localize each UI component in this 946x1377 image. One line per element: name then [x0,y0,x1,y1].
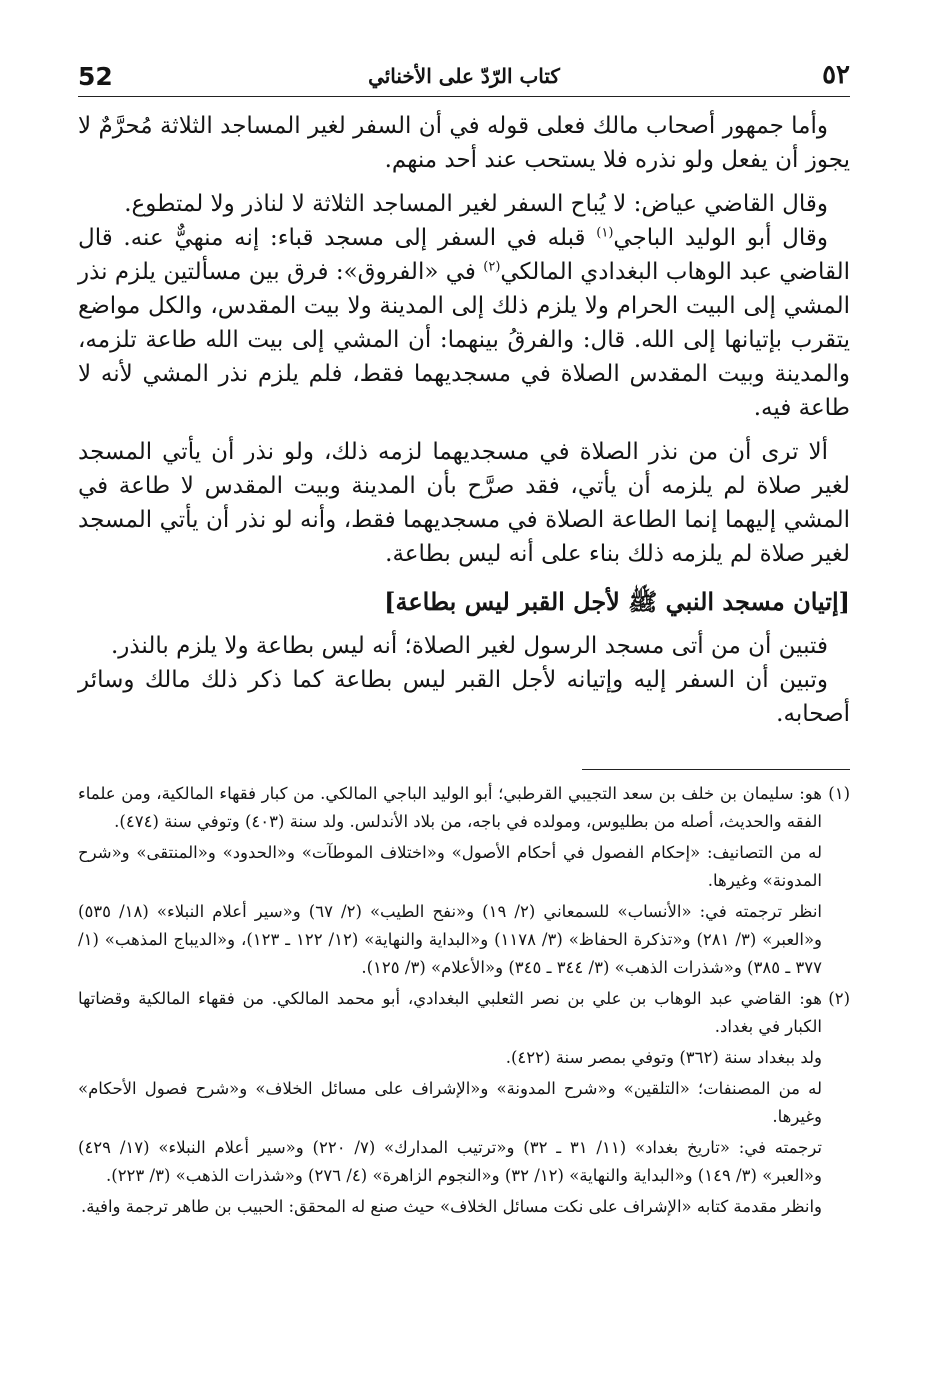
footnote-ref-1[interactable]: (١) [596,225,614,241]
paragraph-3-part-a: وقال أبو الوليد الباجي [613,225,829,251]
main-text [78,109,850,731]
footnote-1-para-2: له من التصانيف: «إحكام الفصول في أحكام الأصول» و«اختلاف الموطآت» و«الحدود» و«المنتقى» و«شرح المدونة» وغيرها. [78,843,822,890]
footnote-2 [78,985,850,1221]
paragraph-3-part-c: في «الفروق»: فرق بين مسألتين يلزم نذر المشي إلى البيت الحرام ولا يلزم ذلك إلى المدينة ولا بيت المقدس، والكل مواضع يتقرب بإتيانها إلى الله. قال: والفرقُ بينهما: أن المشي إلى بيت الله طاعة تلزمه، والمدينة وبيت المقدس الصلاة في مسجديهما فقط، فلم يلزم نذر المشي لأنه لا طاعة فيه. [78,259,850,421]
paragraph-4: ألا ترى أن من نذر الصلاة في مسجديهما لزمه ذلك، ولو نذر أن يأتي المسجد لغير صلاة لم يلزمه أن يأتي، فقد صرَّح بأن المدينة وبيت المقدس لا طاعة في المشي إليهما إنما الطاعة الصلاة في مسجديهما فقط، وأنه لو نذر أن يأتي المسجد لغير صلاة لم يلزمه ذلك بناء على أنه ليس بطاعة. [78,439,850,567]
footnote-1-para-1: هو: سليمان بن خلف بن سعد التجيبي القرطبي؛ أبو الوليد الباجي المالكي. من كبار فقهاء المالكية، ومن علماء الفقه والحديث، أصله من بطليوس، ومولده في باجه، من بلاد الأندلس. ولد سنة (٤٠٣) وتوفي سنة (٤٧٤). [78,784,822,831]
paragraph-3 [78,221,850,425]
footnote-1-para-3: انظر ترجمته في: «الأنساب» للسمعاني (٢/ ١٩) و«نفح الطيب» (٢/ ٦٧) و«سير أعلام النبلاء» (١٨/ ٥٣٥) و«العبر» (٣/ ٢٨١) و«تذكرة الحفاظ» (٣/ ١١٧٨) و«البداية والنهاية» (١٢/ ١٢٢ ـ ١٢٣)، و«الديباج المذهب» (١/ ٣٧٧ ـ ٣٨٥) و«شذرات الذهب» (٣/ ٣٤٤ ـ ٣٤٥) و«الأعلام» (٣/ ١٢٥). [78,902,823,977]
page-number-latin: 52 [78,62,113,91]
footnote-2-para-1: هو: القاضي عبد الوهاب بن علي بن نصر الثعلبي البغدادي، أبو محمد المالكي. من فقهاء المالكية وقضاتها الكبار في بغداد. [78,989,822,1036]
footnote-2-para-4: ترجمته في: «تاريخ بغداد» (١١/ ٣١ ـ ٣٢) و«ترتيب المدارك» (٧/ ٢٢٠) و«سير أعلام النبلاء» (١٧/ ٤٢٩) و«العبر» (٣/ ١٤٩) و«البداية والنهاية» (١٢/ ٣٢) و«النجوم الزاهرة» (٤/ ٢٧٦) و«شذرات الذهب» (٣/ ٢٢٣). [78,1138,823,1185]
paragraph-5: فتبين أن من أتى مسجد الرسول لغير الصلاة؛ أنه ليس بطاعة ولا يلزم بالنذر. [110,633,828,659]
footnote-separator [582,769,850,770]
section-heading: [إتيان مسجد النبي ﷺ لأجل القبر ليس بطاعة] [384,587,850,616]
running-header [78,58,850,92]
paragraph-6: وتبين أن السفر إليه وإتيانه لأجل القبر ليس بطاعة كما ذكر ذلك مالك وسائر أصحابه. [78,667,850,727]
paragraph-2: وقال القاضي عياض: لا يُباح السفر لغير المساجد الثلاثة لا لناذر ولا لمتطوع. [124,191,828,217]
footnotes [78,780,850,1221]
footnote-2-para-5: وانظر مقدمة كتابه «الإشراف على نكت مسائل الخلاف» حيث صنع له المحقق: الحبيب بن طاهر ترجمة وافية. [80,1197,822,1216]
footnote-1-number: (١) [828,784,850,803]
header-rule [78,96,850,97]
page-number-arabic: ٥٢ [822,60,850,90]
paragraph-1: وأما جمهور أصحاب مالك فعلى قوله في أن السفر لغير المساجد الثلاثة مُحرَّمٌ لا يجوز أن يفعل ولو نذره فلا يستحب عند أحد منهم. [78,113,850,173]
footnote-2-para-3: له من المصنفات؛ «التلقين» و«شرح المدونة» و«الإشراف على مسائل الخلاف» و«شرح فصول الأحكام» وغيرها. [78,1079,822,1126]
footnote-2-para-2: ولد ببغداد سنة (٣٦٢) وتوفي بمصر سنة (٤٢٢). [505,1048,822,1067]
book-page [78,58,850,1221]
footnote-1 [78,780,850,982]
footnote-ref-2[interactable]: (٢) [483,259,501,275]
footnote-2-number: (٢) [828,989,850,1008]
book-title: كتاب الرّدّ على الأخنائي [368,64,560,88]
paragraph-3-part-b: قبله في السفر إلى مسجد قباء: إنه منهيٌّ عنه. قال القاضي عبد الوهاب البغدادي المالكي [78,225,851,285]
